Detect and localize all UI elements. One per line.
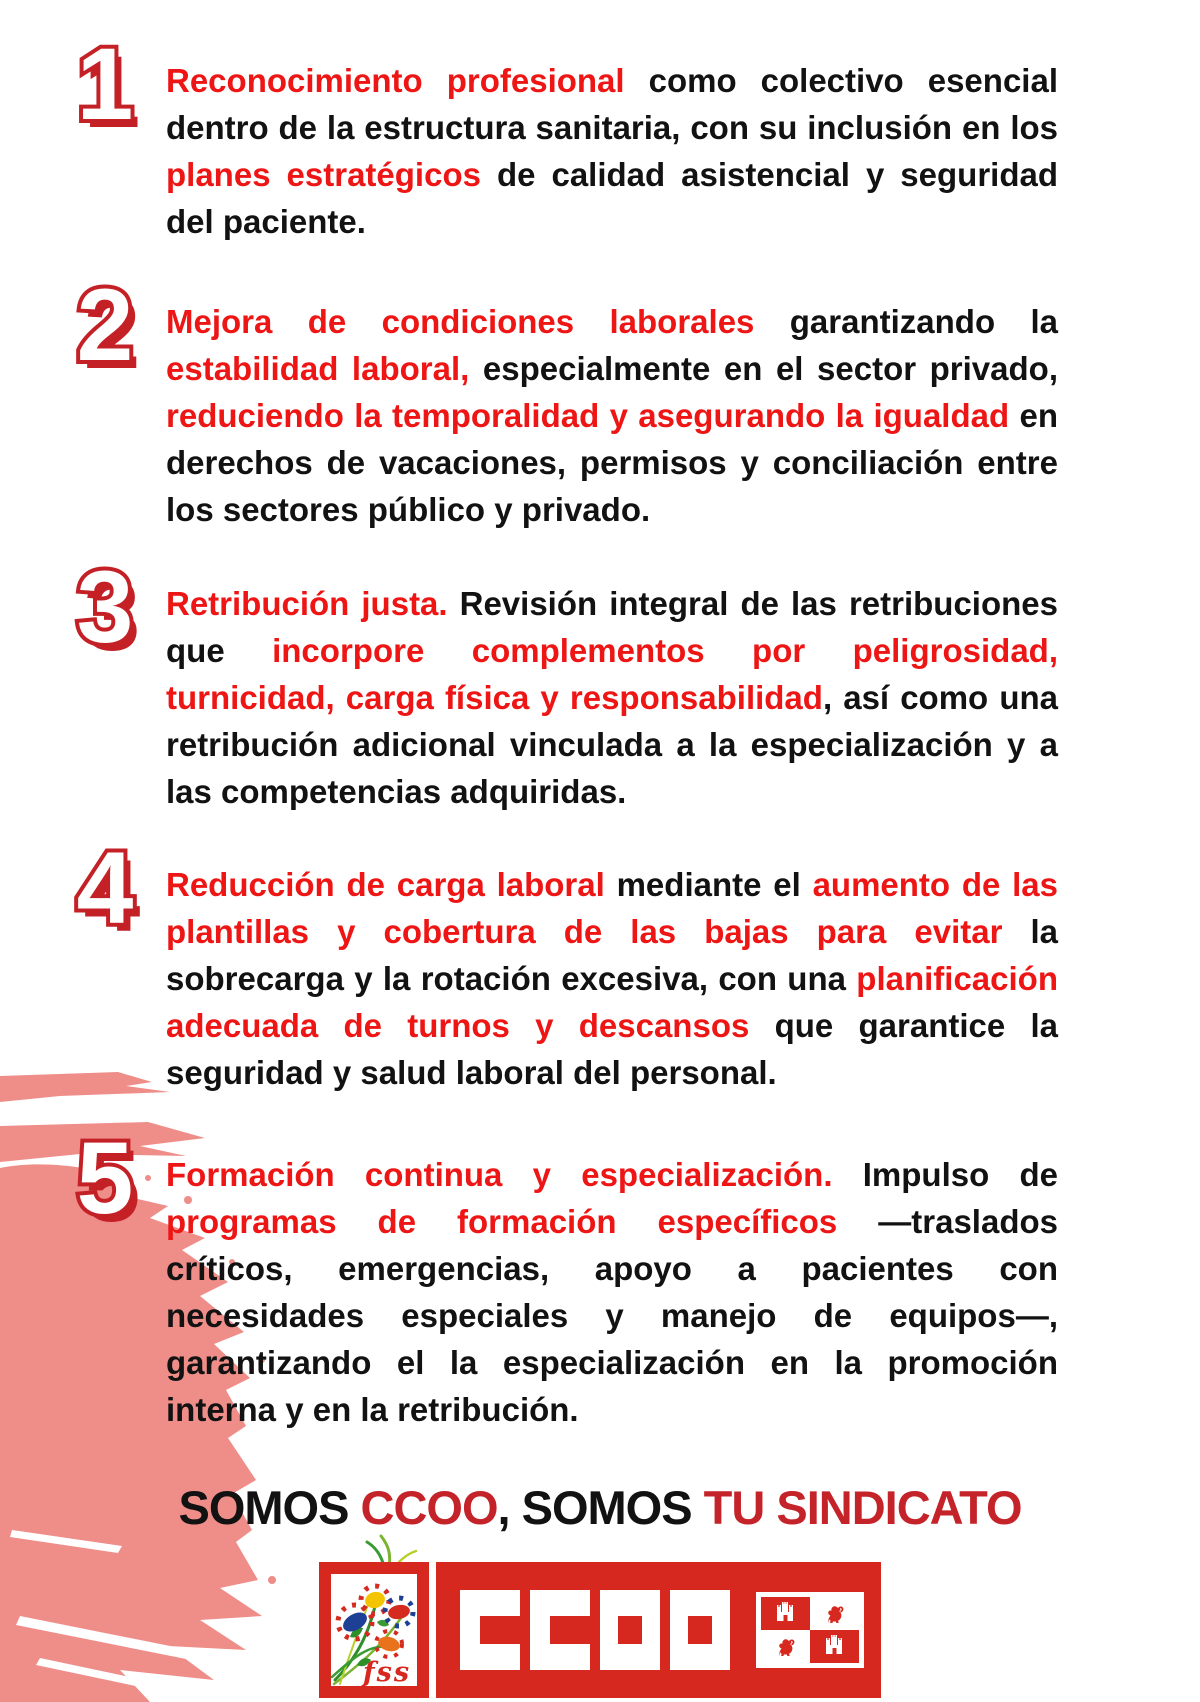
item-number-3: 3 [76,550,132,664]
text-segment-red: Mejora de condiciones laborales [166,303,755,340]
fss-flower-icon [319,1532,429,1698]
text-segment-red: aumento de las plantillas y cobertura de las bajas para evitar [166,866,1059,950]
item-paragraph-4 [166,861,1058,1096]
fss-logo-text: fss [363,1657,412,1688]
footer-logos [0,1562,1200,1698]
text-segment-black: en derechos de vacaciones, permisos y conciliación entre los sectores público y privado. [166,397,1058,528]
text-segment-red: programas de formación específicos [166,1203,838,1240]
numbered-item-3 [76,550,1058,815]
item-paragraph-1 [166,57,1058,245]
text-segment-black: mediante el [604,866,813,903]
text-segment-black: especialmente en el sector privado, [469,350,1058,387]
text-segment-red: Formación continua y especialización. [166,1156,833,1193]
item-number-4: 4 [76,831,132,945]
text-segment-red: Retribución justa. [166,585,448,622]
text-segment-black: SOMOS [178,1481,361,1534]
text-segment-black: , SOMOS [497,1481,704,1534]
text-segment-black: de calidad asistencial y seguridad del paciente. [166,156,1058,240]
text-segment-black: que garantice la seguridad y salud laboral del personal. [166,1007,1058,1091]
item-number-5: 5 [76,1121,132,1235]
text-segment-red: Reconocimiento profesional [166,62,625,99]
text-segment-black: como colectivo esencial dentro de la estructura sanitaria, con su inclusión en los [166,62,1058,146]
item-number-2: 2 [76,268,132,382]
text-segment-black: Impulso de [832,1156,1058,1193]
text-segment-red: reduciendo la temporalidad y asegurando la igualdad [166,397,1010,434]
tagline-heading [0,1480,1200,1536]
text-segment-red: planes estratégicos [166,156,481,193]
text-segment-red: CCOO [360,1481,498,1534]
item-paragraph-3 [166,580,1058,815]
text-segment-black: , así como una retribución adicional vinculada a la especialización y a las competencias adquiridas. [166,679,1058,810]
text-segment-black: garantizando la [754,303,1058,340]
text-segment-black: Revisión integral de las retribuciones que [166,585,1058,669]
text-segment-red: TU SINDICATO [703,1481,1022,1534]
numbered-item-5 [76,1121,1059,1433]
item-paragraph-2 [166,298,1058,533]
text-segment-red: estabilidad laboral, [166,350,470,387]
text-segment-red: planificación adecuada de turnos y descansos [166,960,1058,1044]
text-segment-black: —traslados críticos, emergencias, apoyo a pacientes con necesidades especiales y manejo de equipos—, garantizando el la especialización en la promoción interna y en la retribución. [166,1203,1059,1428]
fss-logo [319,1562,429,1698]
item-paragraph-5 [166,1151,1058,1433]
numbered-item-2 [76,268,1058,533]
numbered-item-1 [76,27,1058,245]
ccoo-wordmark [436,1562,881,1698]
castilla-leon-emblem [756,1592,864,1668]
text-segment-red: Reducción de carga laboral [166,866,605,903]
text-segment-black: la sobrecarga y la rotación excesiva, con una [166,913,1059,997]
text-segment-red: incorpore complementos por peligrosidad, turnicidad, carga física y responsabilidad [166,632,1058,716]
numbered-item-4 [76,831,1059,1096]
item-number-1: 1 [76,27,132,141]
ccoo-logo [436,1562,881,1698]
